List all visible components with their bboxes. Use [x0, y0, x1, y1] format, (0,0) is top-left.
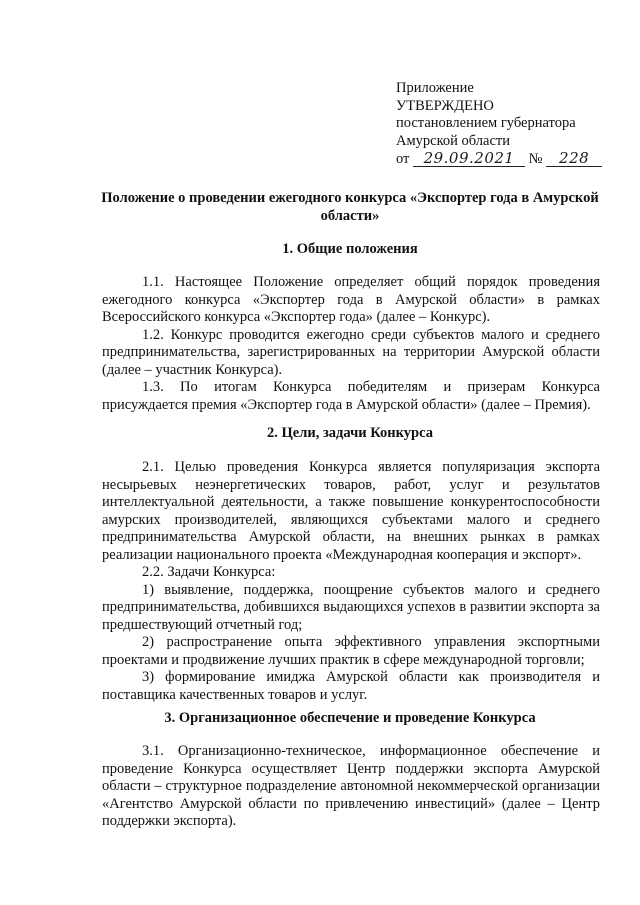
handwritten-date: 29.09.2021 — [413, 151, 525, 167]
approval-line-approved: УТВЕРЖДЕНО — [396, 97, 494, 114]
approval-line-appendix: Приложение — [396, 80, 474, 96]
approval-date-line — [396, 151, 616, 169]
task-item-2: 2) распространение опыта эффективного управления экспортными проектами и продвижение лучших практик в сфере международной торговли; — [102, 634, 600, 668]
paragraph-3-1: 3.1. Организационно-техническое, информационное обеспечение и проведение Конкурса осуществляет Центр поддержки экспорта Амурской области – структурное подразделение автономной некоммерческой организации «Агентство Амурской области по привлечению инвестиций» (далее – Центр поддержки экспорта). — [102, 743, 600, 829]
paragraph-1-3: 1.3. По итогам Конкурса победителям и призерам Конкурса присуждается премия «Экспортер года в Амурской области» (далее – Премия). — [102, 379, 600, 413]
task-item-3: 3) формирование имиджа Амурской области как производителя и поставщика качественных товаров и услуг. — [102, 669, 600, 703]
task-item-1: 1) выявление, поддержка, поощрение субъектов малого и среднего предпринимательства, добившихся выдающихся успехов в развитии экспорта за предшествующий отчетный год; — [102, 581, 600, 633]
section-heading-2: 2. Цели, задачи Конкурса — [267, 425, 433, 441]
paragraph-2-1: 2.1. Целью проведения Конкурса является популяризация экспорта несырьевых неэнергетических товаров, работ, услуг и результатов интеллектуальной деятельности, а также повышение конкурентоспособности амурских производителей, являющихся субъектами малого и среднего предпринимательства Амурской области, на внешних рынках в рамках реализации национального проекта «Международная кооперация и экспорт». — [102, 459, 600, 563]
from-label: от — [396, 151, 410, 167]
approval-block — [396, 80, 616, 169]
section-body-3 — [102, 743, 600, 831]
paragraph-2-2: 2.2. Задачи Конкурса: — [142, 564, 276, 580]
section-body-2 — [102, 459, 600, 704]
handwritten-number: 228 — [546, 151, 602, 167]
section-heading-3: 3. Организационное обеспечение и проведение Конкурса — [164, 710, 536, 726]
paragraph-1-2: 1.2. Конкурс проводится ежегодно среди субъектов малого и среднего предпринимательства, зарегистрированных на территории Амурской области (далее – участник Конкурса). — [102, 326, 600, 378]
section-body-1 — [102, 274, 600, 414]
approval-line-region: Амурской области — [396, 132, 510, 149]
number-label: № — [528, 151, 543, 167]
section-heading-1: 1. Общие положения — [282, 241, 418, 257]
document-title: Положение о проведении ежегодного конкурса «Экспортер года в Амурской области» — [101, 190, 599, 224]
paragraph-1-1: 1.1. Настоящее Положение определяет общий порядок проведения ежегодного конкурса «Экспортер года в Амурской области» в рамках Всероссийского конкурса «Экспортер года» (далее – Конкурс). — [102, 274, 600, 325]
approval-line-decree: постановлением губернатора — [396, 115, 576, 131]
